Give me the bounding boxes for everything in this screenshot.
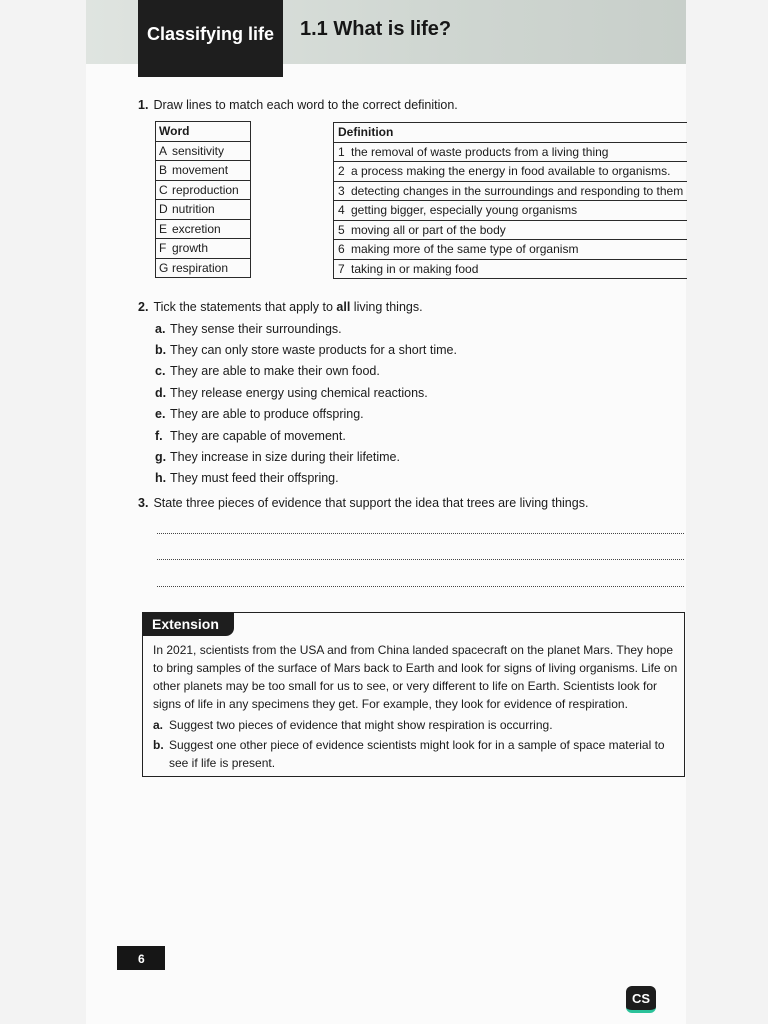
statement-text: They are able to make their own food.: [170, 364, 380, 378]
question-prompt: Draw lines to match each word to the correct definition.: [153, 98, 458, 112]
question-prompt-end: living things.: [350, 300, 423, 314]
extension-letter: b.: [153, 738, 164, 752]
scanner-logo: CS: [626, 986, 656, 1013]
statement-text: They can only store waste products for a short time.: [170, 343, 457, 357]
statement-letter: g.: [155, 450, 167, 464]
question-prompt-emphasis: all: [336, 300, 351, 314]
word-row: [156, 219, 251, 239]
definition-row: [334, 181, 688, 201]
word-row: [156, 200, 251, 220]
question-prompt: State three pieces of evidence that support the idea that trees are living things.: [153, 496, 589, 510]
word-text: excretion: [172, 221, 221, 236]
statement-letter: a.: [155, 322, 166, 336]
statement-letter: c.: [155, 364, 166, 378]
definition-table: [333, 122, 687, 279]
statement-text: They release energy using chemical reactions.: [170, 386, 428, 400]
statement-letter: f.: [155, 429, 163, 443]
word-text: movement: [172, 163, 229, 178]
statement-text: They are able to produce offspring.: [170, 407, 364, 421]
word-row: [156, 239, 251, 259]
word-label: C: [159, 182, 168, 197]
statement-letter: b.: [155, 343, 167, 357]
word-label: A: [159, 143, 168, 158]
definition-label: 2: [338, 164, 345, 179]
question-1: [138, 97, 458, 113]
definition-text: detecting changes in the surroundings and responding to them: [351, 183, 684, 198]
definition-text: making more of the same type of organism: [351, 242, 579, 257]
statement-text: They are capable of movement.: [170, 429, 346, 443]
definition-text: a process making the energy in food available to organisms.: [351, 164, 671, 179]
word-text: respiration: [172, 260, 229, 275]
statement-letter: h.: [155, 471, 167, 485]
word-label: D: [159, 202, 168, 217]
question-number: 2.: [138, 300, 149, 314]
word-text: sensitivity: [172, 143, 225, 158]
answer-line[interactable]: [157, 559, 684, 560]
page-number: 6: [117, 946, 165, 970]
extension-item: [153, 736, 681, 772]
chapter-title: Classifying life: [146, 24, 275, 44]
word-text: reproduction: [172, 182, 239, 197]
extension-letter: a.: [153, 718, 164, 732]
word-table: [155, 121, 251, 278]
word-text: growth: [172, 241, 209, 256]
word-label: F: [159, 241, 167, 256]
definition-row: [334, 240, 688, 260]
extension-item-text: Suggest two pieces of evidence that might show respiration is occurring.: [169, 718, 553, 732]
definition-label: 7: [338, 261, 345, 276]
definition-text: moving all or part of the body: [351, 222, 506, 237]
statement-item: [155, 449, 400, 465]
definition-row: [334, 259, 688, 279]
definition-text: getting bigger, especially young organisms: [351, 203, 578, 218]
definition-header: Definition: [334, 123, 688, 143]
word-row: [156, 180, 251, 200]
extension-item: [153, 716, 681, 734]
word-text: nutrition: [172, 202, 215, 217]
definition-row: [334, 220, 688, 240]
answer-line[interactable]: [157, 586, 684, 587]
question-prompt-start: Tick the statements that apply to: [153, 300, 337, 314]
definition-label: 4: [338, 203, 345, 218]
word-label: B: [159, 163, 168, 178]
definition-label: 6: [338, 242, 345, 257]
extension-item-text: Suggest one other piece of evidence scientists might look for in a sample of space material to see if life is present.: [169, 738, 665, 770]
statement-item: [155, 321, 342, 337]
statement-text: They must feed their offspring.: [170, 471, 339, 485]
answer-line[interactable]: [157, 533, 684, 534]
statement-letter: e.: [155, 407, 166, 421]
section-title: 1.1 What is life?: [300, 18, 452, 40]
definition-row: [334, 162, 688, 182]
statement-item: [155, 428, 346, 444]
question-3: [138, 495, 588, 511]
word-row: [156, 141, 251, 161]
statement-item: [155, 363, 380, 379]
question-number: 3.: [138, 496, 149, 510]
word-label: E: [159, 221, 168, 236]
definition-label: 5: [338, 222, 345, 237]
statement-item: [155, 342, 457, 358]
word-row: [156, 258, 251, 278]
definition-row: [334, 201, 688, 221]
definition-row: [334, 142, 688, 162]
statement-item: [155, 470, 339, 486]
statement-text: They increase in size during their lifetime.: [170, 450, 400, 464]
word-row: [156, 161, 251, 181]
definition-label: 1: [338, 144, 345, 159]
question-number: 1.: [138, 98, 149, 112]
definition-label: 3: [338, 183, 345, 198]
extension-paragraph: In 2021, scientists from the USA and from China landed spacecraft on the planet Mars. They hope to bring samples of the surface of Mars back to Earth and look for signs of living organisms. Life on other planets may be too small for us to see, or very different to life on Earth. Scientists look for signs of life in any specimens they get. For example, they look for evidence of respiration.: [153, 643, 678, 711]
question-2: [138, 299, 423, 315]
word-header: Word: [156, 122, 251, 142]
definition-text: taking in or making food: [351, 261, 479, 276]
extension-title: Extension: [142, 612, 234, 636]
statement-letter: d.: [155, 386, 167, 400]
chapter-title-box: [138, 0, 283, 77]
statement-item: [155, 385, 428, 401]
statement-text: They sense their surroundings.: [170, 322, 342, 336]
statement-item: [155, 406, 364, 422]
word-label: G: [159, 260, 169, 275]
definition-text: the removal of waste products from a living thing: [351, 144, 609, 159]
